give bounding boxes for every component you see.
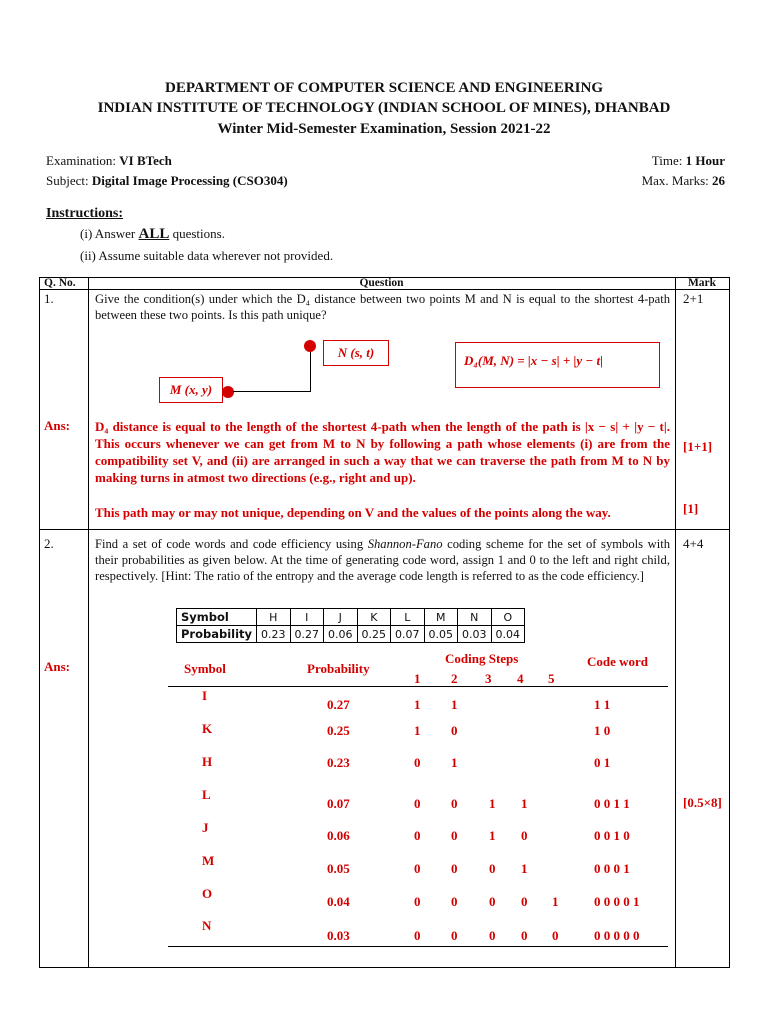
table-cell: O <box>491 609 525 626</box>
solution-code-word: 0 0 1 1 <box>594 796 630 811</box>
q2-text-part-a: Find a set of code words and code efficiency using <box>95 537 364 551</box>
q2-text-italic: Shannon-Fano <box>367 537 443 551</box>
sol-code-word-header: Code word <box>587 654 649 669</box>
table-cell: 0.27 <box>290 626 324 643</box>
probability-header-cell: Probability <box>177 626 257 643</box>
table-cell: M <box>424 609 458 626</box>
solution-symbol: O <box>202 886 213 901</box>
solution-step-bit: 0 <box>414 861 421 876</box>
symbol-row <box>177 609 525 626</box>
path-vertical-line <box>310 352 311 392</box>
table-cell: H <box>257 609 291 626</box>
step-number: 3 <box>485 671 492 686</box>
solution-code-word: 0 0 1 0 <box>594 828 630 843</box>
solution-step-bit: 0 <box>451 928 458 943</box>
table-cell: 0.03 <box>458 626 492 643</box>
solution-step-bit: 1 <box>414 697 421 712</box>
solution-step-bit: 0 <box>451 894 458 909</box>
mark-column-border <box>675 277 676 968</box>
question-header: Question <box>359 277 404 289</box>
mark-header: Mark <box>687 277 717 289</box>
step-number: 4 <box>517 671 524 686</box>
solution-probability: 0.27 <box>327 697 350 712</box>
table-bottom-border <box>39 967 729 968</box>
max-marks-value: 26 <box>712 173 725 188</box>
max-marks-label: Max. Marks: <box>641 173 709 188</box>
point-n-label: N (s, t) <box>337 345 375 360</box>
instruction-1-suffix: questions. <box>172 226 225 241</box>
solution-symbol: L <box>202 787 211 802</box>
exam-value: VI BTech <box>119 153 172 168</box>
solution-step-bit: 0 <box>489 928 496 943</box>
solution-step-bit: 1 <box>451 697 458 712</box>
solution-code-word: 0 0 0 0 0 <box>594 928 640 943</box>
q1-answer-2-mark: [1] <box>683 501 699 516</box>
solution-symbol: H <box>202 754 213 769</box>
table-left-border <box>39 277 40 968</box>
q2-mark: 4+4 <box>683 536 704 551</box>
max-marks-info <box>642 173 725 189</box>
table-cell: 0.23 <box>257 626 291 643</box>
table-cell: 0.07 <box>391 626 425 643</box>
solution-probability: 0.04 <box>327 894 350 909</box>
point-n-box <box>323 340 389 366</box>
table-cell: I <box>290 609 324 626</box>
step-number: 1 <box>414 671 421 686</box>
sol-coding-steps-header: Coding Steps <box>445 651 519 666</box>
time-label: Time: <box>651 153 683 168</box>
solution-symbol: N <box>202 918 212 933</box>
table-cell: K <box>357 609 391 626</box>
solution-step-bit: 0 <box>489 894 496 909</box>
solution-step-bit: 1 <box>489 796 496 811</box>
qno-column-border <box>88 277 89 968</box>
solution-symbol: I <box>202 688 208 703</box>
solution-step-bit: 0 <box>414 796 421 811</box>
department-title: DEPARTMENT OF COMPUTER SCIENCE AND ENGINEERING <box>165 80 603 96</box>
instruction-1-emphasis: ALL <box>138 226 170 242</box>
solution-symbol: K <box>202 721 213 736</box>
table-cell: 0.06 <box>324 626 358 643</box>
solution-symbol: J <box>202 820 209 835</box>
q1-ans-label: Ans: <box>44 418 71 433</box>
solution-symbol: M <box>202 853 215 868</box>
table-right-border <box>729 277 730 968</box>
solution-step-bit: 0 <box>451 861 458 876</box>
time-info <box>652 153 725 169</box>
q2-answer-mark: [0.5×8] <box>683 795 722 810</box>
solution-step-bit: 1 <box>451 755 458 770</box>
solution-code-word: 0 0 0 1 <box>594 861 630 876</box>
solution-step-bit: 0 <box>451 828 458 843</box>
institute-title: INDIAN INSTITUTE OF TECHNOLOGY (INDIAN SCHOOL OF MINES), DHANBAD <box>97 100 671 116</box>
probability-row <box>177 626 525 643</box>
solution-step-bit: 0 <box>521 894 528 909</box>
solution-step-bit: 0 <box>552 928 559 943</box>
qno-header: Q. No. <box>44 277 76 289</box>
q2-text <box>95 536 670 584</box>
d4-formula: D₄(M, N) = |x − s| + |y − t| <box>464 353 603 368</box>
table-cell: 0.05 <box>424 626 458 643</box>
subject-info <box>46 173 288 189</box>
step-number: 2 <box>451 671 458 686</box>
q1-answer-2: This path may or may not unique, depending on V and the values of the points along the way. <box>95 505 611 520</box>
solution-step-bit: 0 <box>451 723 458 738</box>
symbol-probability-table <box>176 608 525 643</box>
solution-code-word: 0 0 0 0 1 <box>594 894 640 909</box>
q1-mark: 2+1 <box>683 291 704 306</box>
solution-code-word: 1 0 <box>594 723 611 738</box>
solution-probability: 0.03 <box>327 928 350 943</box>
q1-answer: D₄ distance is equal to the length of the shortest 4-path when the length of the path is |x − s| + |y − t|. This occurs whenever we can get from M to N by following a path whose elements (i) are from the compatibility set V, and (ii) are arranged in such a way that we can traverse the path from M to N by making turns in atmost two directions (e.g., right and up). <box>95 419 670 485</box>
solution-step-bit: 0 <box>489 861 496 876</box>
instruction-2: (ii) Assume suitable data wherever not provided. <box>80 248 334 263</box>
instruction-1 <box>80 226 225 243</box>
q2-number: 2. <box>44 536 54 551</box>
table-header-border <box>39 289 729 290</box>
solution-step-bit: 0 <box>414 928 421 943</box>
subject-value: Digital Image Processing (CSO304) <box>91 173 288 188</box>
table-cell: 0.25 <box>357 626 391 643</box>
q1-number: 1. <box>44 291 54 306</box>
solution-step-bit: 1 <box>489 828 496 843</box>
solution-bottom-rule <box>168 946 668 947</box>
point-m-label: M (x, y) <box>169 382 213 397</box>
sol-probability-header: Probability <box>307 661 370 676</box>
point-m-dot <box>222 386 234 398</box>
solution-step-bit: 0 <box>414 755 421 770</box>
exam-session-title: Winter Mid-Semester Examination, Session 2021-22 <box>217 121 551 137</box>
q2-text-part-b: coding scheme for the set of symbols with their probabilities as given below. At the time of generating code word, assign 1 and 0 to the left and right child, respectively. [Hint: The ratio of the entropy and the average code length is referred to as the code efficiency.] <box>95 537 670 583</box>
exam-label: Examination: <box>46 153 117 168</box>
solution-probability: 0.06 <box>327 828 350 843</box>
solution-probability: 0.23 <box>327 755 350 770</box>
symbol-header-cell: Symbol <box>177 609 257 626</box>
path-horizontal-line <box>233 391 311 392</box>
solution-step-bit: 1 <box>552 894 559 909</box>
row-divider <box>39 529 729 530</box>
solution-step-bit: 0 <box>451 796 458 811</box>
solution-step-bit: 0 <box>414 894 421 909</box>
table-cell: L <box>391 609 425 626</box>
point-n-dot <box>304 340 316 352</box>
solution-step-bit: 0 <box>521 928 528 943</box>
solution-step-bit: 0 <box>521 828 528 843</box>
time-value: 1 Hour <box>685 153 725 168</box>
instructions-title: Instructions: <box>46 206 124 221</box>
solution-step-bit: 1 <box>521 861 528 876</box>
q2-ans-label: Ans: <box>44 659 71 674</box>
subject-label: Subject: <box>46 173 89 188</box>
solution-step-bit: 0 <box>414 828 421 843</box>
step-number: 5 <box>548 671 555 686</box>
solution-header-rule <box>168 686 668 687</box>
formula-box <box>455 342 660 388</box>
table-cell: 0.04 <box>491 626 525 643</box>
solution-step-bit: 1 <box>414 723 421 738</box>
exam-info <box>46 153 172 169</box>
instruction-1-prefix: (i) Answer <box>80 226 136 241</box>
solution-probability: 0.25 <box>327 723 350 738</box>
point-m-box <box>159 377 223 403</box>
table-cell: N <box>458 609 492 626</box>
sol-symbol-header: Symbol <box>184 661 226 676</box>
solution-probability: 0.07 <box>327 796 350 811</box>
solution-step-bit: 1 <box>521 796 528 811</box>
q1-text: Give the condition(s) under which the D₄ distance between two points M and N is equal to the shortest 4-path between these two points. Is this path unique? <box>95 292 670 322</box>
solution-code-word: 0 1 <box>594 755 611 770</box>
solution-probability: 0.05 <box>327 861 350 876</box>
solution-code-word: 1 1 <box>594 697 611 712</box>
q1-answer-mark: [1+1] <box>683 439 713 454</box>
table-cell: J <box>324 609 358 626</box>
